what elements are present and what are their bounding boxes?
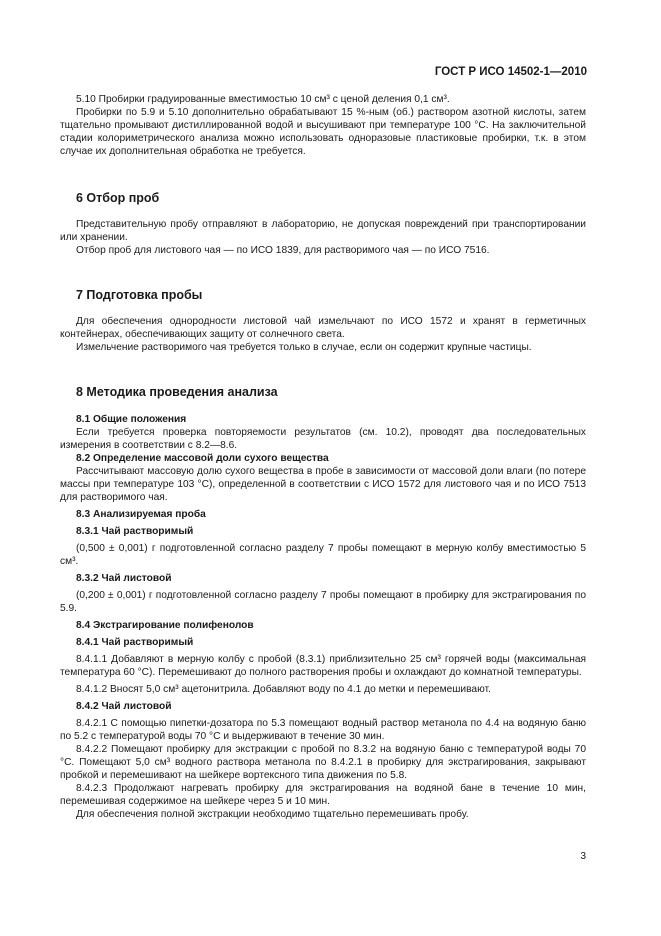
paragraph-6-1: Представительную пробу отправляют в лабораторию, не допуская повреждений при транспортировании или хранении.	[60, 219, 586, 243]
paragraph-8-1: Если требуется проверка повторяемости результатов (см. 10.2), проводят два последовательных измерения в соответствии с 8.2—8.6.	[60, 427, 586, 451]
paragraph-8-3-2: (0,200 ± 0,001) г подготовленной согласно разделу 7 пробы помещают в пробирку для экстрагирования по 5.9.	[60, 590, 586, 614]
paragraph-8-4-2-1: 8.4.2.1 С помощью пипетки-дозатора по 5.3 помещают водный раствор метанола по 4.4 на водяную баню по 5.2 с температурой воды 70 °С и выдерживают в течение 30 мин.	[60, 718, 586, 742]
subsection-8-4-2-heading: 8.4.2 Чай листовой	[76, 701, 172, 712]
page-number: 3	[580, 851, 586, 862]
subsection-8-1-heading: 8.1 Общие положения	[76, 414, 187, 425]
subsection-8-3-1-heading: 8.3.1 Чай растворимый	[76, 526, 194, 537]
subsection-8-4-1-heading: 8.4.1 Чай растворимый	[76, 637, 194, 648]
paragraph-8-4-1-2: 8.4.1.2 Вносят 5,0 см³ ацетонитрила. Добавляют воду по 4.1 до метки и перемешивают.	[76, 684, 491, 695]
paragraph-8-3-1: (0,500 ± 0,001) г подготовленной согласно разделу 7 пробы помещают в мерную колбу вместимостью 5 см³.	[60, 543, 586, 567]
subsection-8-3-heading: 8.3 Анализируемая проба	[76, 509, 206, 520]
page-content	[60, 93, 586, 821]
section-7-heading: 7 Подготовка пробы	[76, 288, 203, 302]
section-6-heading: 6 Отбор проб	[76, 191, 160, 205]
paragraph-8-4-2-3: 8.4.2.3 Продолжают нагревать пробирку для экстрагирования на водяной бане в течение 10 мин, перемешивая содержимое на шейкере через 5 и 10 мин.	[60, 783, 586, 807]
paragraph-6-2: Отбор проб для листового чая — по ИСО 1839, для растворимого чая — по ИСО 7516.	[76, 245, 490, 256]
subsection-8-4-heading: 8.4 Экстрагирование полифенолов	[76, 620, 254, 631]
section-8-heading: 8 Методика проведения анализа	[76, 385, 278, 399]
paragraph-8-4-2-2: 8.4.2.2 Помещают пробирку для экстракции с пробой по 8.3.2 на водяную баню с температурой воды 70 °С. Помещают 5,0 см³ водного раствора метанола по 8.4.2.1 в пробирку для экстрагирования, закрывают пробкой и перемешивают на шейкере вортексного типа движения по 5.8.	[60, 744, 586, 781]
paragraph-8-4-1-1: 8.4.1.1 Добавляют в мерную колбу с пробой (8.3.1) приблизительно 25 см³ горячей воды (максимальная температура 60 °С). Перемешивают до полного растворения пробы и охлаждают до комнатной температуры.	[60, 654, 586, 678]
document-code: ГОСТ Р ИСО 14502-1—2010	[434, 66, 587, 78]
paragraph-8-2: Рассчитывают массовую долю сухого вещества в пробе в зависимости от массовой доли влаги (по потере массы при температуре 103 °С), определенной в соответствии с ИСО 1572 для листового чая и по ИСО 7513 для растворимого чая.	[60, 466, 586, 503]
subsection-8-3-2-heading: 8.3.2 Чай листовой	[76, 573, 172, 584]
paragraph-5-10: 5.10 Пробирки градуированные вместимостью 10 см³ с ценой деления 0,1 см³.	[76, 94, 450, 105]
paragraph-7-2: Измельчение растворимого чая требуется только в случае, если он содержит крупные частицы.	[76, 342, 532, 353]
paragraph-5-10-treatment: Пробирки по 5.9 и 5.10 дополнительно обрабатывают 15 %-ным (об.) раствором азотной кислоты, затем тщательно промывают дистиллированной водой и высушивают при температуре 100 °С. На заключительной стадии колориметрического анализа можно использовать одноразовые пластиковые пробирки, т.к. в этом случае их дополнительная обработка не требуется.	[60, 107, 586, 157]
paragraph-7-1: Для обеспечения однородности листовой чай измельчают по ИСО 1572 и хранят в герметичных контейнерах, обеспечивающих защиту от солнечного света.	[60, 316, 586, 340]
paragraph-8-4-2-note: Для обеспечения полной экстракции необходимо тщательно перемешивать пробу.	[76, 809, 469, 820]
subsection-8-2-heading: 8.2 Определение массовой доли сухого вещества	[76, 453, 329, 464]
